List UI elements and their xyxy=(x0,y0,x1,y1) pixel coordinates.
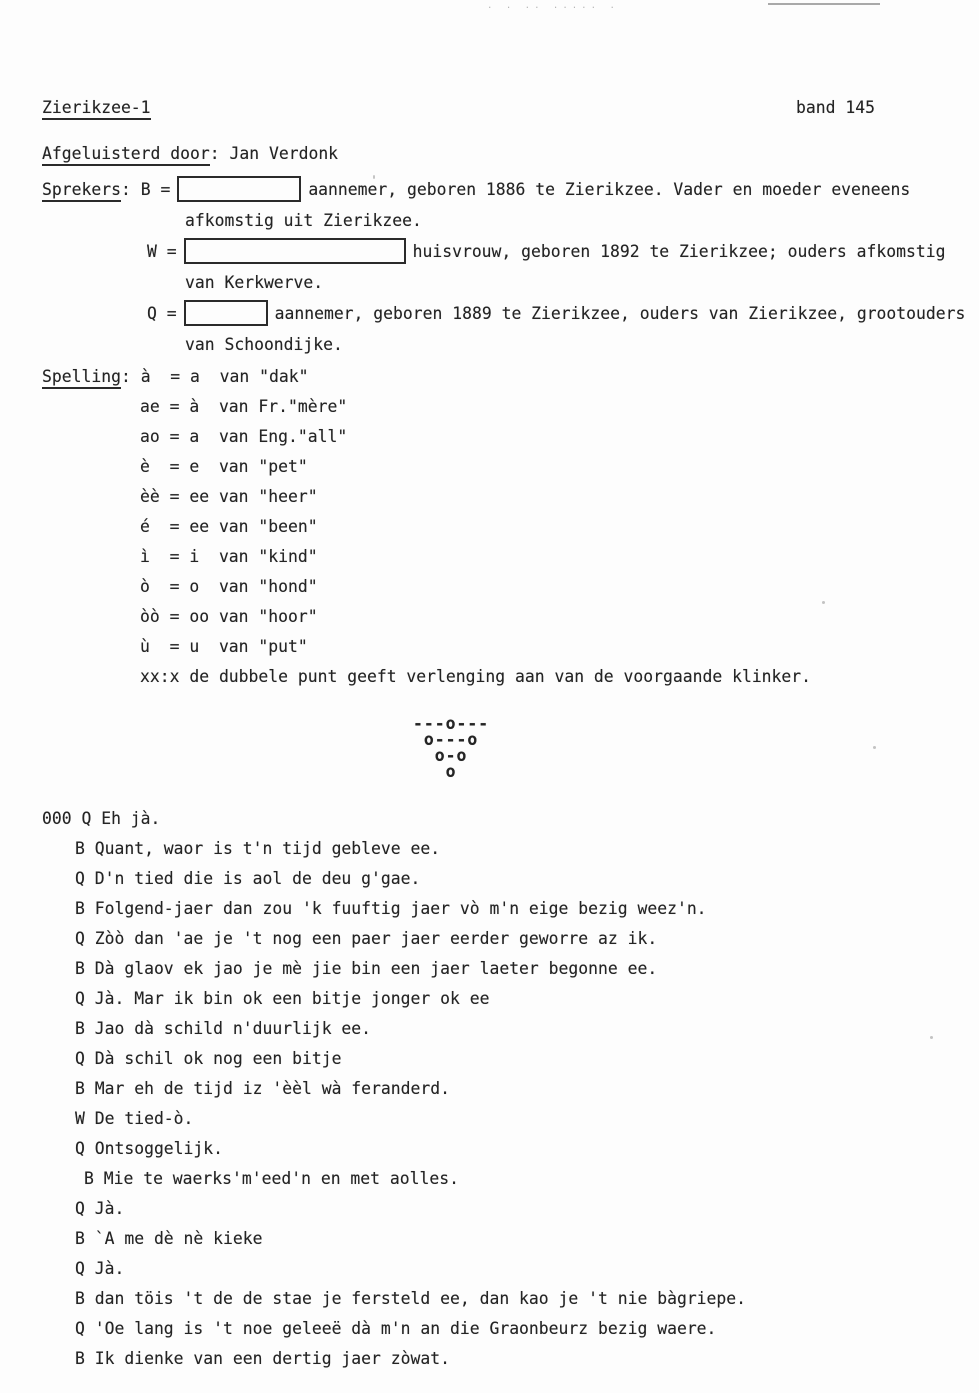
typewriter-ornament xyxy=(413,716,979,780)
page-title: Zierikzee-1 xyxy=(42,96,151,120)
scan-artifact-dots: . . .. ..... . xyxy=(487,1,619,11)
speaker-b-prefix: B = xyxy=(140,180,171,199)
scan-speckle xyxy=(930,1036,933,1039)
spelling-rule: ao = a van Eng."all" xyxy=(140,427,348,446)
dialogue-line: Q Ontsoggelijk. xyxy=(75,1139,224,1158)
sprekers-label: Sprekers xyxy=(42,180,121,202)
speaker-w-prefix: W = xyxy=(147,242,177,261)
afgeluisterd-label: Afgeluisterd door xyxy=(42,144,210,166)
page-header xyxy=(0,96,979,120)
dialogue-line: B dan töis 't de de stae je fersteld ee, dan kao je 't nie bàgriepe. xyxy=(75,1289,747,1308)
sprekers-section xyxy=(0,174,979,360)
ornament-line: ---o--- xyxy=(413,714,490,733)
speaker-b-desc: aannemer, geboren 1886 te Zierikzee. Vader en moeder eveneens xyxy=(308,180,911,199)
dialogue-line: B Mie te waerks'm'eed'n en met aolles. xyxy=(84,1169,459,1188)
redacted-name-box-b xyxy=(177,176,301,202)
dialogue-line: B `A me dè nè kieke xyxy=(75,1229,263,1248)
spelling-label: Spelling xyxy=(42,367,121,389)
spelling-note: xx:x de dubbele punt geeft verlenging aan van de voorgaande klinker. xyxy=(140,667,812,686)
ornament-line: o-o xyxy=(413,746,468,765)
spelling-rule: ù = u van "put" xyxy=(140,637,308,656)
spelling-rule: ae = à van Fr."mère" xyxy=(140,397,348,416)
spelling-rule: òò = oo van "hoor" xyxy=(140,607,318,626)
spelling-rule: èè = ee van "heer" xyxy=(140,487,318,506)
dialogue-line: B Jao dà schild n'duurlijk ee. xyxy=(75,1019,372,1038)
dialogue-line: B Folgend-jaer dan zou 'k fuuftig jaer vò m'n eige bezig weez'n. xyxy=(75,899,707,918)
dialogue-line: B Ik dienke van een dertig jaer zòwat. xyxy=(75,1349,450,1368)
dialogue-line: Q Zòò dan 'ae je 't nog een paer jaer eerder geworre az ik. xyxy=(75,929,658,948)
ornament-line: o---o xyxy=(413,730,479,749)
redacted-name-box-w xyxy=(184,238,406,264)
speaker-q-desc: aannemer, geboren 1889 te Zierikzee, ouders van Zierikzee, grootouders xyxy=(274,304,966,323)
dialogue-line: Q Dà schil ok nog een bitje xyxy=(75,1049,342,1068)
speaker-b-desc-cont: afkomstig uit Zierikzee. xyxy=(185,211,422,230)
speaker-q-desc-cont: van Schoondijke. xyxy=(185,335,343,354)
dialogue-line: Q Jà. xyxy=(75,1199,125,1218)
afgeluisterd-line xyxy=(0,142,979,166)
spelling-label-sep: : xyxy=(120,367,141,386)
spelling-rule: è = e van "pet" xyxy=(140,457,308,476)
dialogue-transcript xyxy=(0,804,979,1374)
speaker-w-desc-cont: van Kerkwerve. xyxy=(185,273,324,292)
spelling-rule: ì = i van "kind" xyxy=(140,547,318,566)
dialogue-line: Q D'n tied die is aol de deu g'gae. xyxy=(75,869,421,888)
ornament-line: o xyxy=(413,762,457,781)
scan-speckle xyxy=(373,175,375,179)
band-number: band 145 xyxy=(796,98,875,117)
dialogue-line: Q 'Oe lang is 't noe geleeë dà m'n an die Graonbeurz bezig waere. xyxy=(75,1319,717,1338)
dialogue-line: B Mar eh de tijd iz 'èèl wà feranderd. xyxy=(75,1079,450,1098)
afgeluisterd-value: : Jan Verdonk xyxy=(209,144,339,163)
spelling-rule: ò = o van "hond" xyxy=(140,577,318,596)
sprekers-label-sep: : xyxy=(120,180,141,199)
dialogue-line: Q Jà. Mar ik bin ok een bitje jonger ok ee xyxy=(75,989,490,1008)
spelling-rule-text: à = a van "dak" xyxy=(140,367,309,386)
scan-artifact-line xyxy=(768,3,880,5)
speaker-w-line xyxy=(0,236,979,267)
speaker-b-line xyxy=(0,174,979,205)
scan-speckle xyxy=(822,601,825,604)
dialogue-line: 000 Q Eh jà. xyxy=(42,809,161,828)
spelling-section xyxy=(0,362,979,692)
scan-speckle xyxy=(873,746,876,749)
speaker-w-desc: huisvrouw, geboren 1892 te Zierikzee; ouders afkomstig xyxy=(412,242,946,261)
dialogue-line: Q Jà. xyxy=(75,1259,125,1278)
speaker-q-prefix: Q = xyxy=(147,304,177,323)
redacted-name-box-q xyxy=(184,300,268,326)
speaker-q-line xyxy=(0,298,979,329)
dialogue-line: W De tied-ò. xyxy=(75,1109,194,1128)
spelling-rule xyxy=(0,362,979,392)
spelling-rule: é = ee van "been" xyxy=(140,517,318,536)
dialogue-line: B Quant, waor is t'n tijd gebleve ee. xyxy=(75,839,441,858)
dialogue-line: B Dà glaov ek jao je mè jie bin een jaer laeter begonne ee. xyxy=(75,959,658,978)
